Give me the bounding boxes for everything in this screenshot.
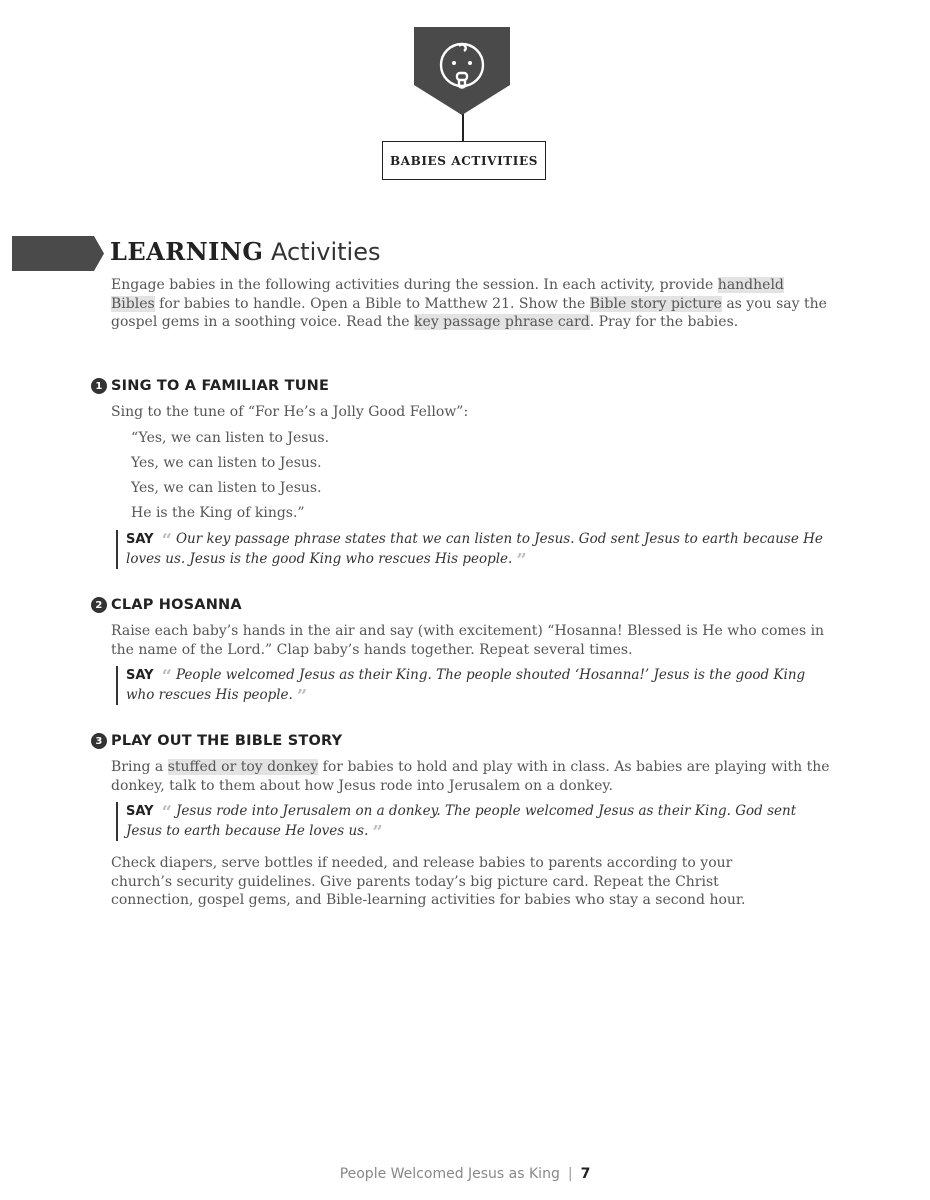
activity-2-say-block	[116, 666, 826, 705]
open-quote-icon: “	[161, 802, 172, 823]
highlight-key-passage-card: key passage phrase card	[414, 314, 590, 331]
footer-separator: |	[567, 1166, 573, 1182]
activity-title: PLAY OUT THE BIBLE STORY	[111, 733, 343, 749]
activity-number-badge: 3	[91, 733, 107, 749]
activity-2-text: Raise each baby’s hands in the air and say (with excitement) “Hosanna! Blessed is He who comes in the name of the Lord.” Clap baby’s hands together. Repeat several times.	[111, 623, 825, 658]
activity-title: SING TO A FAMILIAR TUNE	[111, 378, 330, 394]
say-text: People welcomed Jesus as their King. The people shouted ‘Hosanna!’ Jesus is the good King who rescues His people.	[126, 667, 806, 703]
babies-activities-label: BABIES ACTIVITIES	[382, 141, 546, 180]
say-label: SAY	[126, 532, 154, 547]
activity-number-badge: 1	[91, 378, 107, 394]
highlight-handheld-bibles: handheld Bibles	[111, 277, 784, 312]
activity-3-text	[111, 758, 831, 795]
page-footer	[0, 1166, 930, 1182]
footer-title: People Welcomed Jesus as King	[339, 1166, 560, 1182]
intro-text: . Pray for the babies.	[589, 314, 739, 331]
activity-3-heading	[91, 731, 342, 751]
page-number: 7	[580, 1166, 591, 1182]
section-arrow-tab	[12, 236, 104, 271]
intro-text: as you say the gospel gems in a soothing voice. Read the	[111, 295, 827, 331]
activity-number-badge: 2	[91, 597, 107, 613]
close-quote-icon: ”	[516, 549, 527, 571]
open-quote-icon: “	[161, 666, 172, 687]
song-line: Yes, we can listen to Jesus.	[131, 455, 322, 471]
activity-text: Bring a	[111, 759, 168, 775]
close-quote-icon: ”	[296, 685, 308, 707]
highlight-bible-story-picture: Bible story picture	[589, 295, 722, 312]
highlight-toy-donkey: stuffed or toy donkey	[167, 759, 319, 775]
intro-text: Engage babies in the following activities during the session. In each activity, provide	[111, 277, 718, 293]
badge-connector-line	[462, 114, 464, 142]
say-text: Our key passage phrase states that we can listen to Jesus. God sent Jesus to earth because He loves us. Jesus is the good King who rescues His people.	[126, 531, 823, 567]
closing-paragraph: Check diapers, serve bottles if needed, and release babies to parents according to your church’s security guidelines. Give parents today’s big picture card. Repeat the Christ connection, gospel gems, and Bible-learning activities for babies who stay a second hour.	[111, 855, 746, 909]
activity-1-say-block	[116, 530, 826, 569]
activity-3-say-block	[116, 802, 826, 841]
intro-text: for babies to handle. Open a Bible to Matthew 21. Show the	[154, 295, 590, 312]
activity-2-heading	[91, 595, 242, 615]
section-title	[110, 236, 380, 268]
say-label: SAY	[126, 804, 154, 819]
say-label: SAY	[126, 668, 154, 683]
activity-1-heading	[91, 376, 329, 396]
open-quote-icon: “	[161, 530, 172, 551]
babies-badge-banner	[414, 27, 510, 115]
song-line: “Yes, we can listen to Jesus.	[131, 430, 330, 446]
song-line: He is the King of kings.”	[131, 505, 305, 521]
activity-title: CLAP HOSANNA	[111, 597, 242, 613]
activity-text: for babies to hold and play with in class. As babies are playing with the donkey, talk to them about how Jesus rode into Jerusalem on a donkey.	[111, 759, 830, 794]
say-text: Jesus rode into Jerusalem on a donkey. The people welcomed Jesus as their King. God sent Jesus to earth because He loves us.	[126, 803, 797, 839]
intro-paragraph	[111, 276, 831, 332]
section-title-light: Activities	[270, 238, 381, 266]
song-line: Yes, we can listen to Jesus.	[131, 480, 322, 496]
section-title-bold: LEARNING	[110, 237, 264, 266]
activity-1-text: Sing to the tune of “For He’s a Jolly Good Fellow”:	[111, 404, 469, 420]
close-quote-icon: ”	[372, 821, 383, 843]
